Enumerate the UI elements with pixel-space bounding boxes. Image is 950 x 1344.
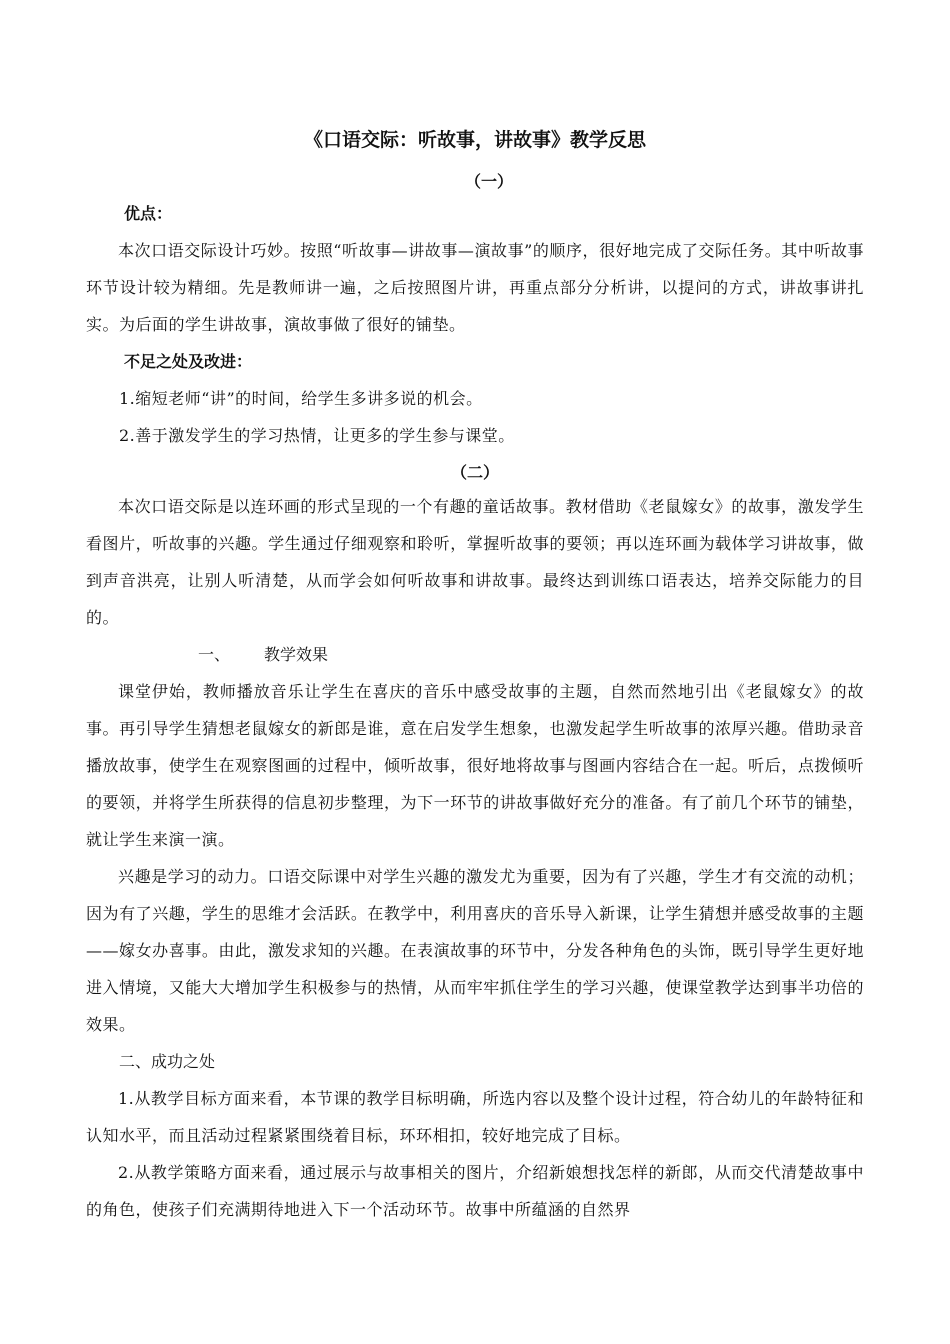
heading-teaching-effect-number: 一、 (198, 645, 231, 664)
heading-success: 二、成功之处 (119, 1052, 216, 1071)
section-number-1: （一） (464, 172, 513, 191)
success-point-2: 2.从教学策略方面来看，通过展示与故事相关的图片，介绍新娘想找怎样的新郎，从而交代清楚故事中的角色，使孩子们充满期待地进入下一个活动环节。故事中所蕴涵的自然界 (86, 1163, 864, 1219)
section-number-2: （二） (450, 463, 499, 482)
intro-paragraph: 本次口语交际是以连环画的形式呈现的一个有趣的童话故事。教材借助《老鼠嫁女》的故事，激发学生看图片，听故事的兴趣。学生通过仔细观察和聆听，掌握听故事的要领；再以连环画为载体学习讲故事，做到声音洪亮，让别人听清楚，从而学会如何听故事和讲故事。最终达到训练口语表达，培养交际能力的目的。 (86, 497, 864, 627)
success-point-1: 1.从教学目标方面来看，本节课的教学目标明确，所选内容以及整个设计过程，符合幼儿的年龄特征和认知水平，而且活动过程紧紧围绕着目标，环环相扣，较好地完成了目标。 (86, 1089, 864, 1145)
improvement-item-1: 1.缩短老师“讲”的时间，给学生多讲多说的机会。 (119, 389, 483, 408)
document-page (86, 120, 864, 1228)
heading-teaching-effect-text: 教学效果 (264, 645, 329, 664)
strengths-paragraph: 本次口语交际设计巧妙。按照“听故事—讲故事—演故事”的顺序，很好地完成了交际任务。其中听故事环节设计较为精细。先是教师讲一遍，之后按照图片讲，再重点部分分析讲，以提问的方式，讲故事讲扎实。为后面的学生讲故事，演故事做了很好的铺垫。 (86, 241, 864, 334)
heading-teaching-effect (86, 636, 864, 673)
improvement-item-2: 2.善于激发学生的学习热情，让更多的学生参与课堂。 (119, 426, 515, 445)
document-title: 《口语交际：听故事，讲故事》教学反思 (303, 129, 646, 151)
effect-paragraph-1: 课堂伊始，教师播放音乐让学生在喜庆的音乐中感受故事的主题，自然而然地引出《老鼠嫁女》的故事。再引导学生猜想老鼠嫁女的新郎是谁，意在启发学生想象，也激发起学生听故事的浓厚兴趣。借助录音播放故事，使学生在观察图画的过程中，倾听故事，很好地将故事与图画内容结合在一起。听后，点拨倾听的要领，并将学生所获得的信息初步整理，为下一环节的讲故事做好充分的准备。有了前几个环节的铺垫，就让学生来演一演。 (86, 682, 864, 849)
shortcomings-label: 不足之处及改进： (124, 352, 253, 371)
effect-paragraph-2: 兴趣是学习的动力。口语交际课中对学生兴趣的激发尤为重要，因为有了兴趣，学生才有交流的动机；因为有了兴趣，学生的思维才会活跃。在教学中，利用喜庆的音乐导入新课，让学生猜想并感受故事的主题——嫁女办喜事。由此，激发求知的兴趣。在表演故事的环节中，分发各种角色的头饰，既引导学生更好地进入情境，又能大大增加学生积极参与的热情，从而牢牢抓住学生的学习兴趣，使课堂教学达到事半功倍的效果。 (86, 867, 864, 1034)
strengths-label: 优点： (124, 204, 173, 223)
